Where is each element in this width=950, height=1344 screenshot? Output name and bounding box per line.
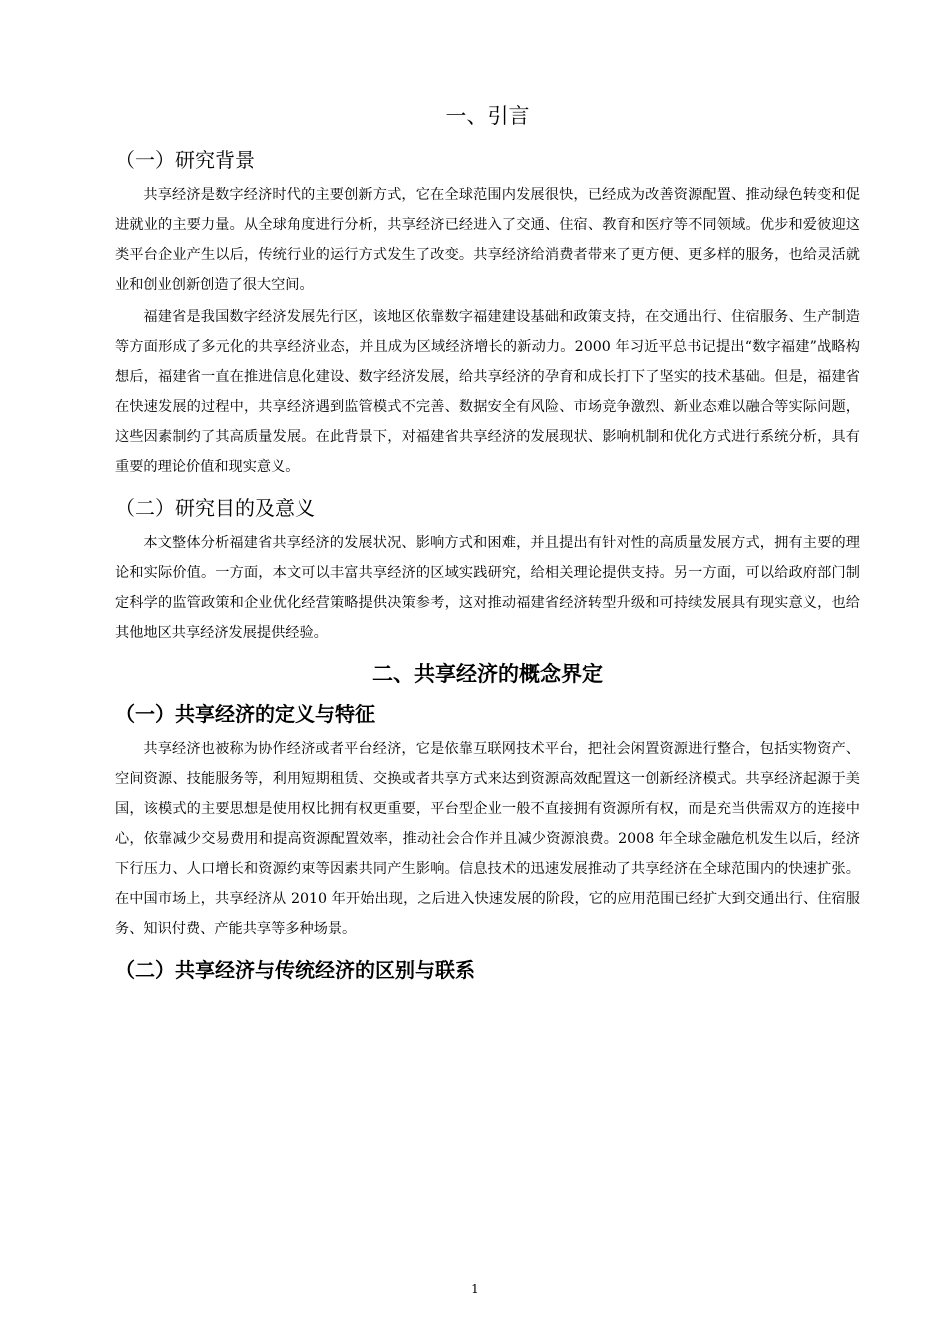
paragraph: 共享经济是数字经济时代的主要创新方式，它在全球范围内发展很快，已经成为改善资源配置、推动绿色转变和促进就业的主要力量。从全球角度进行分析，共享经济已经进入了交通、住宿、教育和医疗等不同领域。优步和爱彼迎这类平台企业产生以后，传统行业的运行方式发生了改变。共享经济给消费者带来了更方便、更多样的服务，也给灵活就业和创业创新创造了很大空间。 bbox=[115, 187, 860, 293]
section-2-title: 二、共享经济的概念界定 bbox=[372, 662, 603, 686]
paragraph: 福建省是我国数字经济发展先行区，该地区依靠数字福建建设基础和政策支持，在交通出行、住宿服务、生产制造等方面形成了多元化的共享经济业态，并且成为区域经济增长的新动力。2000 年习近平总书记提出“数字福建”战略构想后，福建省一直在推进信息化建设、数字经济发展，给共享经济的孕育和成长打下了坚实的技术基础。但是，福建省在快速发展的过程中，共享经济遇到监管模式不完善、数据安全有风险、市场竞争激烈、新业态难以融合等实际问题，这些因素制约了其高质量发展。在此背景下，对福建省共享经济的发展现状、影响机制和优化方式进行系统分析，具有重要的理论价值和现实意义。 bbox=[115, 309, 860, 475]
section-1-1-title: （一）研究背景 bbox=[115, 148, 255, 172]
section-1-2-title: （二）研究目的及意义 bbox=[115, 496, 315, 520]
page-number: 1 bbox=[471, 1282, 479, 1296]
paragraph: 本文整体分析福建省共享经济的发展状况、影响方式和困难，并且提出有针对性的高质量发展方式，拥有主要的理论和实际价值。一方面，本文可以丰富共享经济的区域实践研究，给相关理论提供支持。另一方面，可以给政府部门制定科学的监管政策和企业优化经营策略提供决策参考，这对推动福建省经济转型升级和可持续发展具有现实意义，也给其他地区共享经济发展提供经验。 bbox=[115, 535, 860, 641]
section-2-1-title: （一）共享经济的定义与特征 bbox=[115, 702, 375, 726]
paragraph: 共享经济也被称为协作经济或者平台经济，它是依靠互联网技术平台，把社会闲置资源进行整合，包括实物资产、空间资源、技能服务等，利用短期租赁、交换或者共享方式来达到资源高效配置这一创新经济模式。共享经济起源于美国，该模式的主要思想是使用权比拥有权更重要，平台型企业一般不直接拥有资源所有权，而是充当供需双方的连接中心，依靠减少交易费用和提高资源配置效率，推动社会合作并且减少资源浪费。2008 年全球金融危机发生以后，经济下行压力、人口增长和资源约束等因素共同产生影响。信息技术的迅速发展推动了共享经济在全球范围内的快速扩张。在中国市场上，共享经济从 2010 年开始出现，之后进入快速发展的阶段，它的应用范围已经扩大到交通出行、住宿服务、知识付费、产能共享等多种场景。 bbox=[115, 741, 860, 937]
section-2-2-title: （二）共享经济与传统经济的区别与联系 bbox=[115, 958, 475, 982]
section-1-title: 一、引言 bbox=[445, 104, 530, 128]
